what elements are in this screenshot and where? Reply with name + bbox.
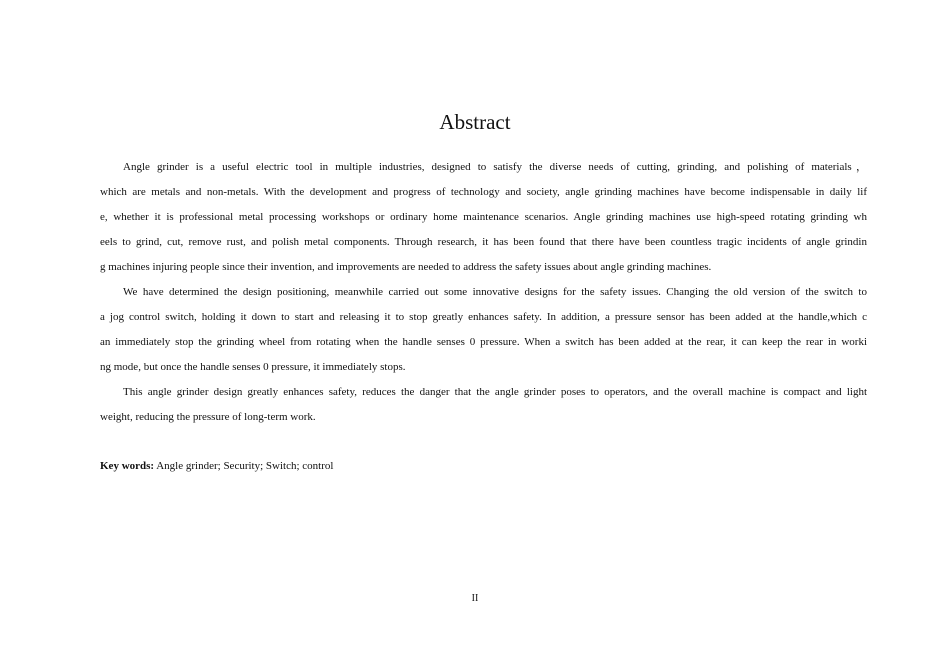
paragraph-line: Angle grinder is a useful electric tool in multiple industries, designed to satisfy the diverse needs of cutting, grinding, and polishing of materials， (123, 161, 867, 173)
page-title: Abstract (439, 110, 511, 134)
paragraph-line: weight, reducing the pressure of long-term work. (100, 411, 316, 423)
paragraph-line: This angle grinder design greatly enhances safety, reduces the danger that the angle grinder poses to operators, and the overall machine is compact and light (123, 386, 867, 398)
keywords (100, 459, 333, 473)
paragraph-line: g machines injuring people since their invention, and improvements are needed to address the safety issues about angle grinding machines. (100, 261, 712, 273)
paragraph-line: an immediately stop the grinding wheel from rotating when the handle senses 0 pressure. When a switch has been added at the rear, it can keep the rear in worki (100, 336, 867, 348)
paragraph-line: e, whether it is professional metal processing workshops or ordinary home maintenance scenarios. Angle grinding machines use high-speed rotating grinding wh (100, 211, 867, 223)
paragraph-line: which are metals and non-metals. With the development and progress of technology and society, angle grinding machines have become indispensable in daily lif (100, 186, 867, 198)
paragraph-line: a jog control switch, holding it down to start and releasing it to stop greatly enhances safety. In addition, a pressure sensor has been added at the handle,which c (100, 311, 867, 323)
paragraph-line: We have determined the design positioning, meanwhile carried out some innovative designs for the safety issues. Changing the old version of the switch to (123, 286, 867, 298)
paragraph-line: ng mode, but once the handle senses 0 pressure, it immediately stops. (100, 361, 406, 373)
page-number: II (471, 593, 479, 604)
keywords-value: Angle grinder; Security; Switch; control (156, 460, 334, 472)
keywords-label: Key words: (100, 460, 155, 472)
paragraph-line: eels to grind, cut, remove rust, and polish metal components. Through research, it has been found that there have been countless tragic incidents of angle grindin (100, 236, 867, 248)
